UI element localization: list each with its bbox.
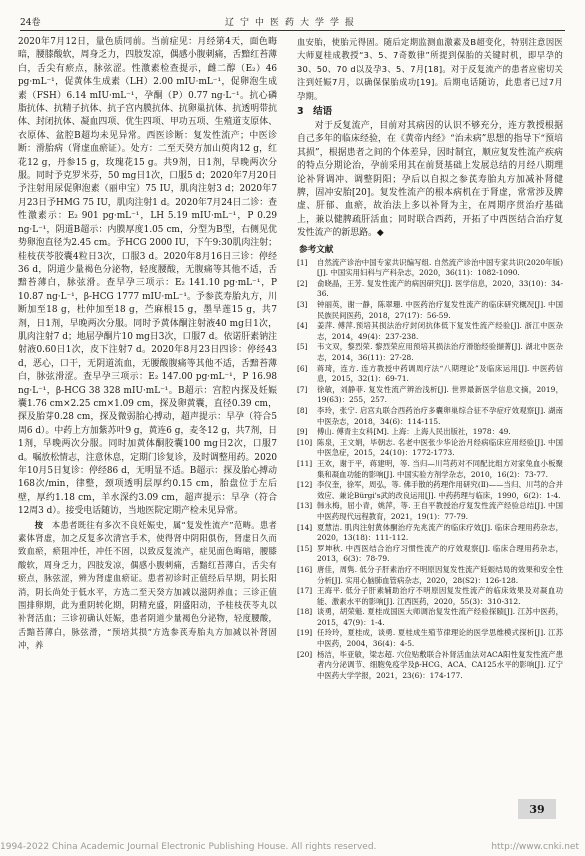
- right-column: [297, 36, 563, 778]
- commentary-label: 按: [34, 519, 44, 530]
- reference-text: 俞晓晶，王芳. 复发性流产的病因研究[J]. 医学信息，2020，33(10)：34-36.: [317, 278, 563, 299]
- reference-number: [1]: [297, 257, 308, 267]
- reference-text: 姜萍. 傅萍.预培其损法治疗封闭抗体低下复发性流产经验[J]. 浙江中医杂志，2014，49(4)：237-238.: [317, 321, 563, 341]
- reference-item: [297, 321, 563, 342]
- reference-text: 李仪奎，徐军，周弘，等. 佛手散的药理作用研究(Ⅱ)——当归、川芎的合并效应、兼论Bürgi's武的改良运用[J]. 中药药理与临床，1990，6(2)：1-4.: [317, 480, 563, 500]
- case-record-paragraph: 2020年7月12日，量色质同前。当前症见：月经第4天，面色晦暗，腰膝酸软，周身乏力，四肢发凉，偶感小腹刺痛，舌黯红苔薄白，舌尖有瘀点，脉弦涩。性激素检查提示，雌二醇（E₂）46 pg·mL⁻¹，促黄体生成素（LH）2.00 mIU·mL⁻¹，促卵泡生成素（FSH）6.14 mIU·mL⁻¹，孕酮（P）0.77 ng·L⁻¹。抗心磷脂抗体、抗精子抗体、抗子宫内膜抗体、抗卵巢抗体、抗透明带抗体、封闭抗体、凝血四项、优生四项、甲功五项、生殖道支原体、衣原体、盆腔B超均未见异常。西医诊断：复发性流产；中医诊断：滑胎病（肾虚血瘀证）。处方：二至天癸方加山萸肉12 g，红花12 g，丹参15 g，玫瑰花15 g。共9剂，日1剂，早晚两次分服。同时予克罗米芬，50 mg日1次，口服5 d；2020年7月20日予注射用尿促卵泡素（丽申宝）75 IU，肌肉注射3 d；2020年7月23日予HMG 75 IU，肌肉注射1 d。2020年7月24日二诊：查性激素示：E₂ 901 pg·mL⁻¹，LH 5.19 mIU·mL⁻¹，P 0.29 ng·L⁻¹，阴道B超示：内膜厚度1.05 cm，分型为B型，右侧见优势卵泡直径为2.45 cm。予HCG 2000 IU，下午9:30肌肉注射；桂枝茯苓胶囊4粒日3次，口服3 d。2020年8月16日三诊：停经36 d，阴道少量褐色分泌物，轻度腰酸，无腹痛等其他不适，舌黯苔薄白，脉弦滑。查早孕三项示：E₂ 141.10 pg·mL⁻¹，P 10.87 ng·L⁻¹，β-HCG 1777 mIU·mL⁻¹。予参芪寿胎丸方，川断加至18 g，杜仲加至18 g，苎麻根15 g，墨旱莲15 g，共7剂，日1剂，早晚两次分服。同时予黄体酮注射液40 mg日1次，肌肉注射7 d；地屈孕酮片10 mg日3次，口服7 d。依诺肝素钠注射液0.60日1次，皮下注射7 d。2020年8月23日四诊：停经43 d，恶心，口干，无阴道流血，无腰酸腹痛等其他不适，舌黯苔薄白，脉弦滑涩。查早孕三项示：E₂ 147.00 pg·mL⁻¹，P 16.98 ng·L⁻¹，β-HCG 38 328 mIU·mL⁻¹。B超示：宫腔内探及妊娠囊1.76 cm×2.25 cm×1.09 cm，探及卵黄囊，直径0.39 cm，探及胎芽0.28 cm，探及微弱胎心搏动，超声提示：早孕（符合5周6 d）。中药上方加紫苏叶9 g，黄连6 g，麦冬12 g，共7剂，日1剂，早晚两次分服。同时加黄体酮胶囊100 mg日2次，口服7 d。嘱放松情志，注意休息，定期门诊复诊，及时调整用药。2020年10月5日复诊：停经86 d，无明显不适。B超示：探及胎心搏动168次/min，律整，颈项透明层厚约0.15 cm，胎盘位于左后壁，厚约1.18 cm，羊水深约3.09 cm，超声提示：早孕（符合12周3 d）。接受电话随访，当地医院定期产检未见异常。: [18, 37, 277, 517]
- reference-number: [17]: [297, 586, 313, 596]
- reference-item: [297, 523, 563, 544]
- reference-number: [12]: [297, 480, 313, 490]
- reference-text: 蒋琦，连方. 连方教授中药调周疗法“八期理论”及临床运用[J]. 中医药信息，2015，32(1)：69-71.: [317, 363, 563, 384]
- reference-number: [11]: [297, 458, 313, 468]
- reference-text: 韩永梅，屈小青，姚萍，等. 王自平教授治疗复发性流产经验总结[J]. 中国中医药现代远程教育，2021，19(1)：77-79.: [317, 501, 563, 521]
- page-number: 39: [518, 799, 556, 819]
- reference-text: 李玲，张宁. 启宫丸联合西药治疗多囊卵巢综合征不孕症疗效观察[J]. 湖南中医杂志，2018，34(6)：114-115.: [317, 406, 563, 426]
- reference-text: 任玲玲，夏桂成，谈勇. 夏桂成生殖节律理论的医学思维模式探析[J]. 江苏中医药，2004，36(4)：4-5.: [317, 628, 563, 649]
- reference-number: [3]: [297, 300, 308, 310]
- reference-item: [297, 565, 563, 586]
- reference-number: [6]: [297, 363, 308, 373]
- copyright-notice: 1994-2022 China Academic Journal Electronic Publishing House. All rights reserved.: [0, 842, 377, 852]
- reference-text: 夏慧洁. 肌肉注射黄体酮治疗先兆流产的临床疗效[J]. 临床合理用药杂志，2020，13(18)：111-112.: [317, 522, 563, 543]
- running-header: [20, 10, 565, 31]
- reference-list: [297, 258, 563, 682]
- references-heading: 参考文献: [299, 244, 334, 255]
- reference-number: [18]: [297, 607, 313, 617]
- commentary-text: 本患者既往有多次不良妊娠史，属“复发性流产”范畴。患者素体肾虚，加之反复多次清宫手术，使得肾中阴阳俱伤，肾虚日久而致血瘀，瘀阻冲任，冲任不固，以致反复流产，症见面色晦暗，腰膝酸软，周身乏力，四肢发凉，偶感小腹刺痛，舌黯红苔薄白，舌尖有瘀点，脉弦涩，辨为肾虚血瘀证。患者初诊时正值经后早期，阴长阳消，阴长尚处于低水平，方选二至天癸方加减以滋阴养血；三诊正值围排卵期，此为重阴转化期，阴精充盛，阴盛阳动，予桂枝茯苓丸以补肾活血；三诊初确认妊娠，患者阴道少量褐色分泌物，轻度腰酸，舌黯苔薄白，脉弦滑，“预培其损”方选参芪寿胎丸方加减以补肾固冲，养: [18, 519, 277, 651]
- reference-item: [297, 544, 563, 565]
- reference-item: [297, 650, 563, 682]
- reference-number: [8]: [297, 406, 308, 415]
- reference-number: [9]: [297, 427, 308, 437]
- reference-item: [297, 607, 563, 628]
- reference-item: [297, 342, 563, 363]
- footer: [0, 840, 585, 856]
- reference-number: [15]: [297, 543, 313, 553]
- reference-text: 自然流产诊治中国专家共识编写组. 自然流产诊治中国专家共识(2020年版)[J]. 中国实用妇科与产科杂志，2020，36(11)：1082-1090.: [317, 257, 563, 278]
- reference-item: [297, 385, 563, 406]
- reference-item: [297, 427, 563, 438]
- reference-item: [297, 586, 563, 607]
- reference-number: [7]: [297, 384, 308, 394]
- reference-item: [297, 300, 563, 321]
- reference-item: [297, 364, 563, 385]
- reference-text: 王海平. 低分子肝素辅助治疗不明原因复发性流产的临床效果及对凝血功能、激素水平的影响[J]. 江西医药，2020，55(3)：310-312.: [317, 586, 563, 606]
- reference-number: [14]: [297, 522, 313, 532]
- reference-number: [4]: [297, 321, 308, 331]
- reference-item: [297, 628, 563, 649]
- reference-number: [13]: [297, 501, 313, 511]
- reference-number: [2]: [297, 278, 308, 288]
- left-column: [18, 36, 277, 770]
- reference-number: [16]: [297, 564, 313, 574]
- reference-text: 唐佳，周隽. 低分子肝素治疗不明原因复发性流产妊娠结局的效果和安全性分析[J]. 实用心脑肺血管病杂志，2020，28(S2)：126-128.: [317, 564, 563, 585]
- reference-text: 韦文双，黎烈荣. 黎烈荣应用预培其损法治疗滑胎经验撷菁[J]. 湖北中医杂志，2014，36(11)：27-28.: [317, 342, 563, 363]
- reference-number: [5]: [297, 342, 308, 352]
- reference-item: [297, 438, 563, 459]
- cnki-link[interactable]: http://www.cnki.net: [491, 842, 579, 852]
- volume-label: 24卷: [20, 18, 41, 28]
- reference-item: [297, 279, 563, 300]
- reference-item: [297, 258, 563, 279]
- reference-text: 傅山. 傅青主女科[M]. 上海：上海人民出版社，1978：49.: [317, 427, 511, 437]
- reference-text: 王欢，谢于平，蒋建明，等. 当归—川芎药对不同配比组方对家兔血小板聚集和凝血功能的影响[J]. 中国实验方剂学杂志，2010，16(2)：73-77.: [317, 458, 563, 479]
- reference-text: 徐敏，刘静菲. 复发性流产辨治浅析[J]. 世界最新医学信息文摘，2019，19(63)：255，257.: [317, 384, 563, 405]
- reference-text: 杨洁，毕亚敏，梁志超. 穴位贴敷联合补肾活血法对ACA阳性复发性流产患者内分泌调节、细胞免疫学及β-HCG、ACA、CA125水平的影响[J]. 辽宁中医药大学学报，2021，23(6)：174-177.: [317, 649, 563, 680]
- reference-text: 陈泉，王文娟，毕朝志. 名老中医张少华论治月经病临床应用经验[J]. 中国中医急症，2015，24(10)：1772-1773.: [317, 437, 563, 458]
- section-heading-conclusion: 3 结语: [297, 106, 333, 118]
- reference-item: [297, 406, 563, 427]
- commentary-paragraph: [18, 519, 277, 653]
- reference-number: [10]: [297, 437, 313, 447]
- reference-text: 罗坤秋. 中西医结合治疗习惯性流产的疗效观察[J]. 临床合理用药杂志，2013，6(3)：78-79.: [317, 543, 563, 564]
- reference-number: [19]: [297, 628, 313, 638]
- reference-text: 钟丽英，谢一静，陈翠珊. 中医药治疗复发性流产的临床研究概况[J]. 中国民族民间医药，2018，27(17)：56-59.: [317, 300, 563, 320]
- reference-item: [297, 459, 563, 480]
- reference-item: [297, 501, 563, 522]
- conclusion-paragraph: 对于反复流产，目前对其病因的认识不够充分，连方教授根据自己多年的临床经验，在《黄帝内经》“治未病”思想的指导下“预培其损”，根据患者之间的个体差异，因时制宜，顺应复发性流产疾病的特点分期论治，孕前采用其在前贤基础上发展总结的月经八期理论补肾调冲、调整阴阳；孕后以自拟之参芪寿胎丸方加减补肾健脾，固冲安胎[20]。复发性流产的根本病机在于肾虚，常常涉及脾虚、肝郁、血瘀，故治法上多以补肾为主，在周期序贯治疗基础上，兼以健脾疏肝活血；同时联合西药，开拓了中西医结合治疗复发性流产的新思路。◆: [297, 121, 563, 239]
- reference-number: [20]: [297, 649, 313, 659]
- journal-title: 辽宁中医药大学学报: [224, 18, 360, 28]
- reference-text: 谈勇，胡荣魁. 夏桂成国医大师调治复发性流产经验探赜[J]. 江苏中医药，2015，47(9)：1-4.: [317, 607, 563, 627]
- commentary-continuation: 血安胎，使胎元得固。随后定期监测血激素及B超变化，特别注意因医大师夏桂成教授“3、5、7奇数律”所提到保胎的关键时机，即早孕的30、50、70 d以及孕3、5、7月[18]。对于反复流产的患者应密切关注到妊娠7月，以确保保胎成功[19]。后期电话随访，此患者已过7月孕期。: [297, 37, 563, 101]
- reference-item: [297, 480, 563, 501]
